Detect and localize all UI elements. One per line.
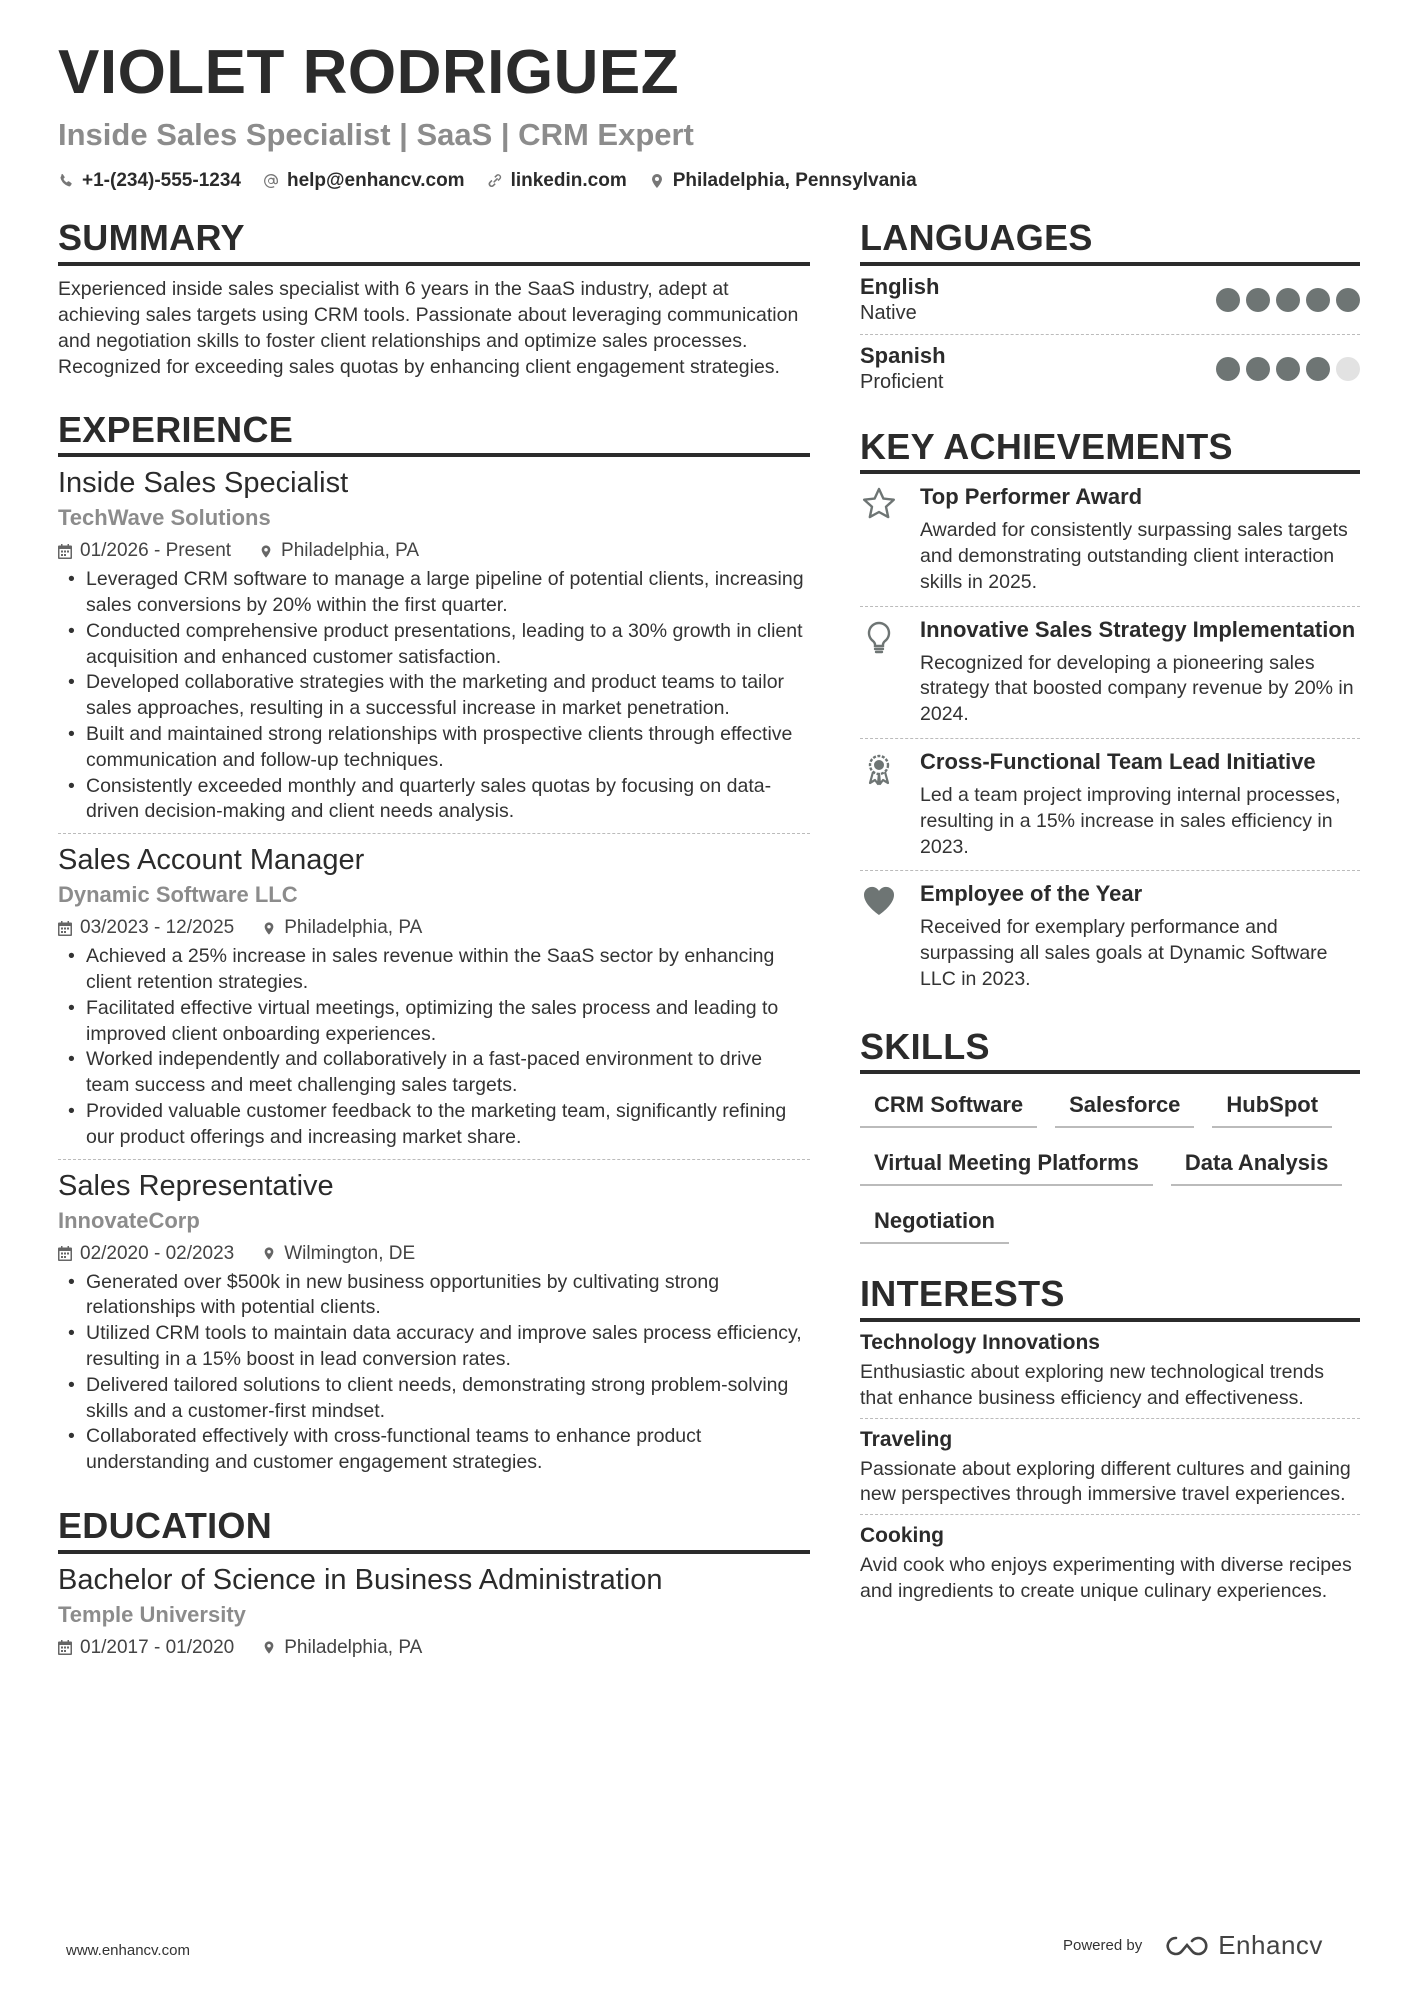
achievement-title: Cross-Functional Team Lead Initiative [920, 748, 1316, 774]
job-meta [58, 1242, 810, 1266]
location-pin-icon [262, 1640, 276, 1655]
degree: Bachelor of Science in Business Administration [58, 1563, 663, 1596]
skills-list [860, 1092, 1360, 1244]
brand-name: Enhancv [1218, 1930, 1323, 1960]
language-rating [1216, 357, 1360, 381]
language-level: Native [860, 301, 917, 324]
interests-section [860, 1274, 1360, 1610]
bullet-item: • Conducted comprehensive product presentations, leading to a 30% growth in client acquisition and enhanced customer satisfaction. [58, 619, 810, 671]
powered-by-label: Powered by [1063, 1937, 1143, 1954]
rating-dot-filled [1216, 288, 1240, 312]
job-company: InnovateCorp [58, 1207, 200, 1233]
job-title: Sales Account Manager [58, 844, 365, 877]
education-location: Philadelphia, PA [262, 1636, 422, 1660]
job-dates: 01/2026 - Present [58, 539, 231, 563]
enhancv-logo-icon [1164, 1934, 1210, 1958]
bullet-item: • Achieved a 25% increase in sales revenue within the SaaS sector by enhancing client retention strategies. [58, 944, 810, 996]
summary-text: Experienced inside sales specialist with 6 years in the SaaS industry, adept at achieving sales targets using CRM tools. Passionate about leveraging communication and negotiation skills to foster client relationships and optimize sales processes. Recognized for exceeding sales quotas by enhancing client engagement strategies. [58, 277, 799, 378]
skill-tag: Data Analysis [1171, 1150, 1342, 1186]
language-item [860, 266, 1360, 334]
job-entry [58, 457, 810, 833]
lightbulb-icon [861, 619, 897, 655]
bullet-item: • Generated over $500k in new business opportunities by cultivating strong relationships with potential clients. [58, 1270, 810, 1322]
location-text: Philadelphia, Pennsylvania [672, 170, 917, 191]
bullet-item: • Consistently exceeded monthly and quarterly sales quotas by focusing on data-driven decision-making and client needs analysis. [58, 774, 810, 826]
bullet-item: • Worked independently and collaboratively in a fast-paced environment to drive team success and meet challenging sales targets. [58, 1047, 810, 1099]
job-meta [58, 916, 810, 940]
achievement-desc: Awarded for consistently surpassing sales targets and demonstrating outstanding client interaction skills in 2025. [920, 519, 1348, 593]
right-column [860, 218, 1360, 1611]
job-bullets [58, 944, 810, 1150]
job-bullets [58, 567, 810, 825]
job-bullets [58, 1270, 810, 1476]
calendar-icon [58, 1640, 72, 1655]
job-company: TechWave Solutions [58, 505, 271, 531]
contact-linkedin[interactable] [487, 170, 627, 192]
skill-tag: HubSpot [1212, 1092, 1332, 1128]
footer-powered [1063, 1930, 1323, 1961]
bullet-item: • Delivered tailored solutions to client needs, demonstrating strong problem-solving skills and a customer-first mindset. [58, 1373, 810, 1425]
award-icon [861, 751, 897, 787]
bullet-item: • Built and maintained strong relationships with prospective clients through effective communication and follow-up techniques. [58, 722, 810, 774]
achievement-item [860, 738, 1360, 870]
phone-text: +1-(234)-555-1234 [82, 170, 241, 191]
interest-item [860, 1322, 1360, 1418]
interest-desc: Passionate about exploring different cultures and gaining new perspectives through immersive travel experiences. [860, 1457, 1351, 1506]
contact-location [649, 170, 917, 192]
bullet-item: • Leveraged CRM software to manage a large pipeline of potential clients, increasing sales conversions by 20% within the first quarter. [58, 567, 810, 619]
language-name: English [860, 273, 940, 299]
skill-tag: Virtual Meeting Platforms [860, 1150, 1153, 1186]
skills-heading: SKILLS [860, 1027, 1360, 1075]
achievement-item [860, 606, 1360, 738]
location-pin-icon [262, 1246, 276, 1261]
language-item [860, 334, 1360, 403]
job-location: Wilmington, DE [262, 1242, 415, 1266]
achievement-item [860, 870, 1360, 1002]
achievement-title: Employee of the Year [920, 881, 1143, 907]
calendar-icon [58, 544, 72, 559]
interest-title: Cooking [860, 1524, 944, 1548]
bullet-item: • Provided valuable customer feedback to the marketing team, significantly refining our product offerings and increasing market share. [58, 1099, 810, 1151]
education-meta [58, 1636, 810, 1660]
summary-section [58, 218, 810, 380]
location-pin-icon [262, 921, 276, 936]
left-column [58, 218, 810, 1668]
interest-item [860, 1418, 1360, 1515]
calendar-icon [58, 921, 72, 936]
job-company: Dynamic Software LLC [58, 882, 298, 908]
experience-heading: EXPERIENCE [58, 410, 810, 458]
candidate-name: VIOLET RODRIGUEZ [58, 38, 680, 107]
achievement-desc: Recognized for developing a pioneering sales strategy that boosted company revenue by 20% in 2024. [920, 651, 1354, 726]
interest-title: Technology Innovations [860, 1330, 1100, 1354]
skill-tag: CRM Software [860, 1092, 1037, 1128]
language-rating [1216, 288, 1360, 312]
rating-dot-filled [1246, 357, 1270, 381]
achievements-section [860, 427, 1360, 1003]
interests-heading: INTERESTS [860, 1274, 1360, 1322]
job-entry [58, 833, 810, 1158]
rating-dot-filled [1276, 288, 1300, 312]
job-meta [58, 539, 810, 563]
linkedin-text: linkedin.com [510, 170, 627, 191]
bullet-item: • Utilized CRM tools to maintain data accuracy and improve sales process efficiency, resulting in a 15% boost in lead conversion rates. [58, 1321, 810, 1373]
job-title: Sales Representative [58, 1169, 334, 1202]
languages-heading: LANGUAGES [860, 218, 1360, 266]
interest-item [860, 1514, 1360, 1611]
rating-dot-filled [1306, 357, 1330, 381]
skills-section [860, 1027, 1360, 1245]
rating-dot-filled [1216, 357, 1240, 381]
summary-heading: SUMMARY [58, 218, 810, 266]
location-pin-icon [259, 544, 273, 559]
achievement-title: Top Performer Award [920, 484, 1143, 510]
language-level: Proficient [860, 370, 944, 393]
rating-dot-filled [1276, 357, 1300, 381]
bullet-item: • Developed collaborative strategies with the marketing and product teams to tailor sales approaches, resulting in a successful increase in market penetration. [58, 670, 810, 722]
achievement-title: Innovative Sales Strategy Implementation [920, 616, 1356, 642]
experience-section [58, 410, 810, 1484]
achievement-desc: Received for exemplary performance and surpassing all sales goals at Dynamic Software LLC in 2023. [920, 916, 1328, 990]
interest-desc: Enthusiastic about exploring new technological trends that enhance business efficiency and effectiveness. [860, 1360, 1324, 1409]
rating-dot-filled [1306, 288, 1330, 312]
education-heading: EDUCATION [58, 1506, 810, 1554]
achievements-heading: KEY ACHIEVEMENTS [860, 427, 1360, 475]
language-name: Spanish [860, 342, 946, 368]
link-icon [487, 173, 503, 189]
bullet-item: • Facilitated effective virtual meetings, optimizing the sales process and leading to improved client onboarding experiences. [58, 996, 810, 1048]
interest-title: Traveling [860, 1427, 953, 1451]
contact-phone[interactable] [58, 170, 241, 192]
job-location: Philadelphia, PA [259, 539, 419, 563]
education-dates: 01/2017 - 01/2020 [58, 1636, 234, 1660]
star-icon [861, 486, 897, 522]
languages-section [860, 218, 1360, 403]
job-title: Inside Sales Specialist [58, 467, 349, 500]
contact-bar [58, 170, 917, 192]
interest-desc: Avid cook who enjoys experimenting with diverse recipes and ingredients to create unique culinary experiences. [860, 1554, 1352, 1602]
job-entry [58, 1159, 810, 1484]
phone-icon [58, 173, 74, 189]
education-section [58, 1506, 810, 1668]
education-entry [58, 1554, 810, 1668]
email-text: help@enhancv.com [286, 170, 465, 191]
rating-dot-filled [1336, 288, 1360, 312]
footer-website[interactable]: www.enhancv.com [66, 1942, 190, 1959]
brand-logo[interactable] [1164, 1930, 1323, 1961]
at-icon [263, 173, 279, 189]
job-dates: 03/2023 - 12/2025 [58, 916, 234, 940]
achievement-desc: Led a team project improving internal processes, resulting in a 15% increase in sales efficiency in 2023. [920, 783, 1341, 858]
skill-tag: Negotiation [860, 1208, 1009, 1244]
candidate-headline: Inside Sales Specialist | SaaS | CRM Expert [58, 117, 694, 152]
school: Temple University [58, 1601, 246, 1627]
contact-email[interactable] [263, 170, 465, 192]
skill-tag: Salesforce [1055, 1092, 1194, 1128]
heart-icon [861, 883, 897, 919]
rating-dot-filled [1246, 288, 1270, 312]
bullet-item: • Collaborated effectively with cross-functional teams to enhance product understanding and customer engagement strategies. [58, 1424, 810, 1476]
achievement-item [860, 474, 1360, 605]
job-dates: 02/2020 - 02/2023 [58, 1242, 234, 1266]
location-pin-icon [649, 173, 665, 189]
job-location: Philadelphia, PA [262, 916, 422, 940]
rating-dot-empty [1336, 357, 1360, 381]
calendar-icon [58, 1246, 72, 1261]
